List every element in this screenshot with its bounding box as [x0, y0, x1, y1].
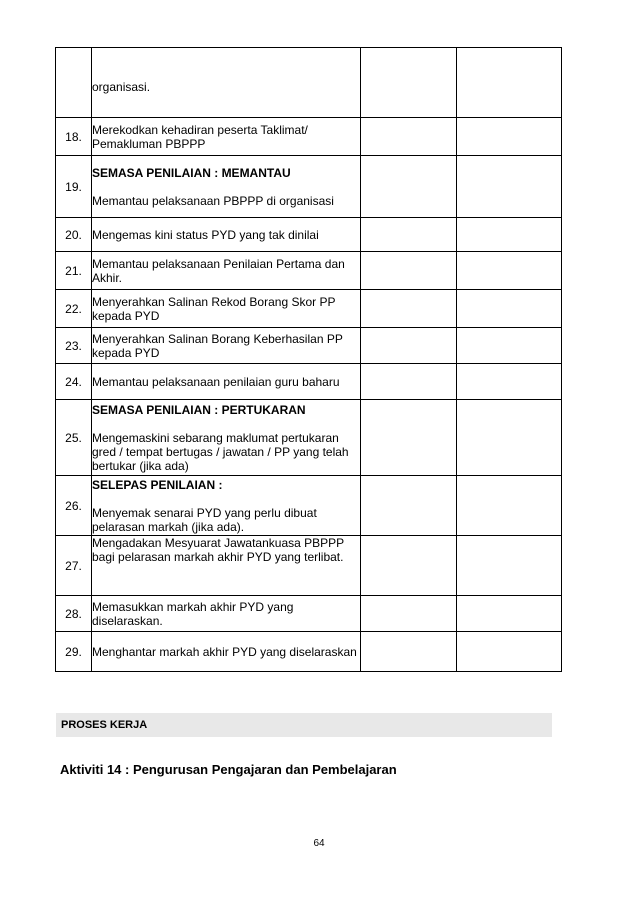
task-cell — [92, 118, 361, 156]
task-text: Mengadakan Mesyuarat Jawatankuasa PBPPP bagi pelarasan markah akhir PYD yang terlibat. — [92, 536, 344, 564]
section-heading: SELEPAS PENILAIAN : — [92, 477, 223, 492]
task-cell — [92, 48, 361, 118]
blank-cell — [361, 48, 457, 118]
blank-cell — [457, 400, 562, 476]
row-number: 28. — [56, 596, 92, 632]
table-row — [56, 48, 562, 118]
checklist-table — [55, 47, 562, 672]
table-row — [56, 476, 562, 536]
task-cell — [92, 536, 361, 596]
blank-cell — [361, 118, 457, 156]
blank-cell — [361, 476, 457, 536]
row-number: 26. — [56, 476, 92, 536]
blank-cell — [361, 156, 457, 218]
row-number: 27. — [56, 536, 92, 596]
page-number: 64 — [313, 838, 325, 849]
activity-title: Aktiviti 14 : Pengurusan Pengajaran dan Pembelajaran — [60, 762, 397, 777]
row-number: 25. — [56, 400, 92, 476]
blank-cell — [457, 632, 562, 672]
task-text: Memantau pelaksanaan penilaian guru baharu — [92, 374, 340, 389]
row-number — [56, 48, 92, 118]
row-number: 24. — [56, 364, 92, 400]
table-row — [56, 252, 562, 290]
table-row — [56, 118, 562, 156]
blank-cell — [457, 536, 562, 596]
table-row — [56, 632, 562, 672]
task-cell — [92, 290, 361, 328]
blank-cell — [361, 218, 457, 252]
task-cell — [92, 400, 361, 476]
blank-cell — [361, 328, 457, 364]
task-cell — [92, 596, 361, 632]
row-number: 23. — [56, 328, 92, 364]
task-text: Merekodkan kehadiran peserta Taklimat/ Pemakluman PBPPP — [92, 122, 308, 151]
section-heading: SEMASA PENILAIAN : PERTUKARAN — [92, 402, 306, 417]
section-bar: PROSES KERJA — [56, 713, 552, 737]
blank-cell — [457, 290, 562, 328]
blank-cell — [457, 48, 562, 118]
blank-cell — [457, 328, 562, 364]
row-number: 18. — [56, 118, 92, 156]
task-cell — [92, 156, 361, 218]
table-row — [56, 400, 562, 476]
task-text: Menyerahkan Salinan Borang Keberhasilan PP kepada PYD — [92, 331, 343, 360]
row-number: 20. — [56, 218, 92, 252]
blank-cell — [457, 596, 562, 632]
blank-cell — [457, 364, 562, 400]
table-row — [56, 218, 562, 252]
task-text: Memantau pelaksanaan Penilaian Pertama dan Akhir. — [92, 256, 345, 285]
task-cell — [92, 252, 361, 290]
blank-cell — [361, 596, 457, 632]
task-cell — [92, 476, 361, 536]
blank-cell — [457, 118, 562, 156]
section-heading: SEMASA PENILAIAN : MEMANTAU — [92, 165, 291, 180]
task-text: organisasi. — [92, 80, 151, 94]
blank-cell — [457, 476, 562, 536]
task-cell — [92, 632, 361, 672]
blank-cell — [361, 252, 457, 290]
table-row — [56, 328, 562, 364]
task-text: Menyemak senarai PYD yang perlu dibuat pelarasan markah (jika ada). — [92, 505, 317, 534]
task-text: Memasukkan markah akhir PYD yang diselaraskan. — [92, 599, 294, 628]
task-text: Menyerahkan Salinan Rekod Borang Skor PP kepada PYD — [92, 294, 336, 323]
blank-cell — [361, 364, 457, 400]
blank-cell — [361, 632, 457, 672]
task-cell — [92, 328, 361, 364]
task-text: Mengemas kini status PYD yang tak dinilai — [92, 227, 319, 242]
table-row — [56, 596, 562, 632]
blank-cell — [361, 400, 457, 476]
table-row — [56, 156, 562, 218]
blank-cell — [457, 252, 562, 290]
blank-cell — [457, 218, 562, 252]
blank-cell — [361, 290, 457, 328]
blank-cell — [457, 156, 562, 218]
task-text: Memantau pelaksanaan PBPPP di organisasi — [92, 193, 334, 208]
task-cell — [92, 364, 361, 400]
row-number: 21. — [56, 252, 92, 290]
row-number: 22. — [56, 290, 92, 328]
table-row — [56, 536, 562, 596]
table-row — [56, 364, 562, 400]
task-text: Mengemaskini sebarang maklumat pertukaran gred / tempat bertugas / jawatan / PP yang telah bertukar (jika ada) — [92, 430, 349, 473]
table-row — [56, 290, 562, 328]
task-cell — [92, 218, 361, 252]
row-number: 19. — [56, 156, 92, 218]
task-text: Menghantar markah akhir PYD yang diselaraskan — [92, 644, 357, 659]
blank-cell — [361, 536, 457, 596]
row-number: 29. — [56, 632, 92, 672]
